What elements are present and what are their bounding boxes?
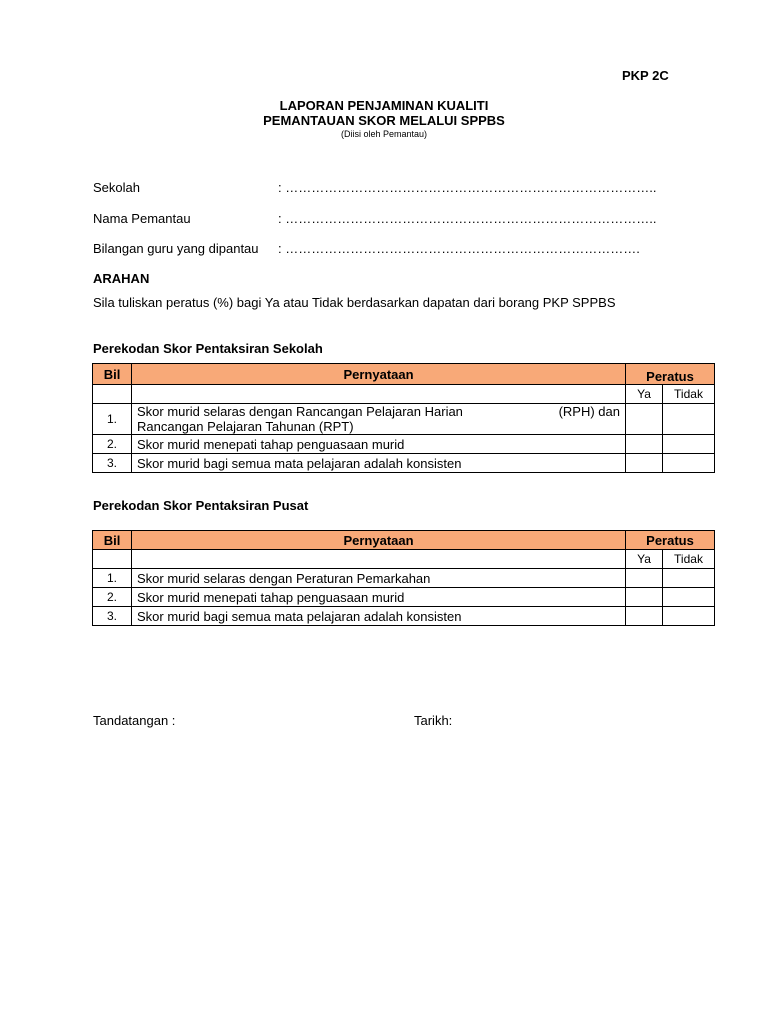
instructions-text: Sila tuliskan peratus (%) bagi Ya atau Tidak berdasarkan dapatan dari borang PKP SPPBS bbox=[93, 295, 616, 310]
row-statement-part-a: Skor murid selaras dengan Rancangan Pelajaran Harian bbox=[137, 404, 463, 419]
table-row bbox=[93, 569, 715, 588]
header-bil: Bil bbox=[93, 364, 132, 385]
document-title-line-2: PEMANTAUAN SKOR MELALUI SPPBS bbox=[263, 113, 505, 128]
document-code: PKP 2C bbox=[622, 68, 669, 83]
cell-yes[interactable] bbox=[626, 435, 663, 454]
cell-yes[interactable] bbox=[626, 569, 663, 588]
header-no: Tidak bbox=[663, 385, 715, 404]
row-bil: 1. bbox=[93, 404, 132, 435]
signature-label: Tandatangan : bbox=[93, 713, 176, 728]
cell-no[interactable] bbox=[663, 435, 715, 454]
row-statement-part-c: Rancangan Pelajaran Tahunan (RPT) bbox=[137, 419, 354, 434]
table-school-title: Perekodan Skor Pentaksiran Sekolah bbox=[93, 341, 323, 356]
table-center bbox=[92, 530, 715, 626]
subheader-empty bbox=[93, 550, 132, 569]
document-title-line-1: LAPORAN PENJAMINAN KUALITI bbox=[279, 98, 489, 113]
cell-no[interactable] bbox=[663, 404, 715, 435]
header-percent: Peratus bbox=[626, 531, 715, 550]
header-statement: Pernyataan bbox=[132, 364, 626, 385]
header-yes: Ya bbox=[626, 385, 663, 404]
row-statement bbox=[132, 404, 626, 435]
row-bil: 2. bbox=[93, 588, 132, 607]
cell-no[interactable] bbox=[663, 607, 715, 626]
header-statement: Pernyataan bbox=[132, 531, 626, 550]
field-value-school[interactable]: : ………………………………………………………………………….. bbox=[278, 180, 657, 195]
cell-yes[interactable] bbox=[626, 404, 663, 435]
header-no: Tidak bbox=[663, 550, 715, 569]
table-row bbox=[93, 607, 715, 626]
table-header-row bbox=[93, 531, 715, 550]
cell-yes[interactable] bbox=[626, 607, 663, 626]
table-row bbox=[93, 588, 715, 607]
table-subheader-row bbox=[93, 385, 715, 404]
cell-yes[interactable] bbox=[626, 454, 663, 473]
field-label-teacher-count: Bilangan guru yang dipantau bbox=[93, 241, 259, 256]
subheader-empty bbox=[132, 550, 626, 569]
instructions-heading: ARAHAN bbox=[93, 271, 150, 286]
cell-yes[interactable] bbox=[626, 588, 663, 607]
header-percent: Peratus bbox=[626, 364, 715, 385]
document-title-note: (Diisi oleh Pemantau) bbox=[340, 129, 428, 139]
field-value-monitor-name[interactable]: : ………………………………………………………………………….. bbox=[278, 211, 657, 226]
table-row bbox=[93, 435, 715, 454]
table-header-row bbox=[93, 364, 715, 385]
cell-no[interactable] bbox=[663, 569, 715, 588]
cell-no[interactable] bbox=[663, 454, 715, 473]
cell-no[interactable] bbox=[663, 588, 715, 607]
table-center-title: Perekodan Skor Pentaksiran Pusat bbox=[93, 498, 309, 513]
row-statement: Skor murid bagi semua mata pelajaran adalah konsisten bbox=[132, 607, 626, 626]
subheader-empty bbox=[93, 385, 132, 404]
subheader-empty bbox=[132, 385, 626, 404]
field-label-monitor-name: Nama Pemantau bbox=[93, 211, 191, 226]
header-bil: Bil bbox=[93, 531, 132, 550]
row-statement: Skor murid menepati tahap penguasaan murid bbox=[132, 435, 626, 454]
table-row bbox=[93, 404, 715, 435]
row-bil: 2. bbox=[93, 435, 132, 454]
date-label: Tarikh: bbox=[414, 713, 453, 728]
field-label-school: Sekolah bbox=[93, 180, 140, 195]
row-statement-part-b: (RPH) dan bbox=[558, 404, 620, 419]
row-statement: Skor murid menepati tahap penguasaan murid bbox=[132, 588, 626, 607]
table-subheader-row bbox=[93, 550, 715, 569]
row-statement: Skor murid bagi semua mata pelajaran adalah konsisten bbox=[132, 454, 626, 473]
row-bil: 3. bbox=[93, 454, 132, 473]
row-bil: 1. bbox=[93, 569, 132, 588]
row-bil: 3. bbox=[93, 607, 132, 626]
field-value-teacher-count[interactable]: : ………………………………………………………………………. bbox=[278, 241, 640, 256]
row-statement: Skor murid selaras dengan Peraturan Pemarkahan bbox=[132, 569, 626, 588]
table-school bbox=[92, 363, 715, 473]
header-yes: Ya bbox=[626, 550, 663, 569]
table-row bbox=[93, 454, 715, 473]
